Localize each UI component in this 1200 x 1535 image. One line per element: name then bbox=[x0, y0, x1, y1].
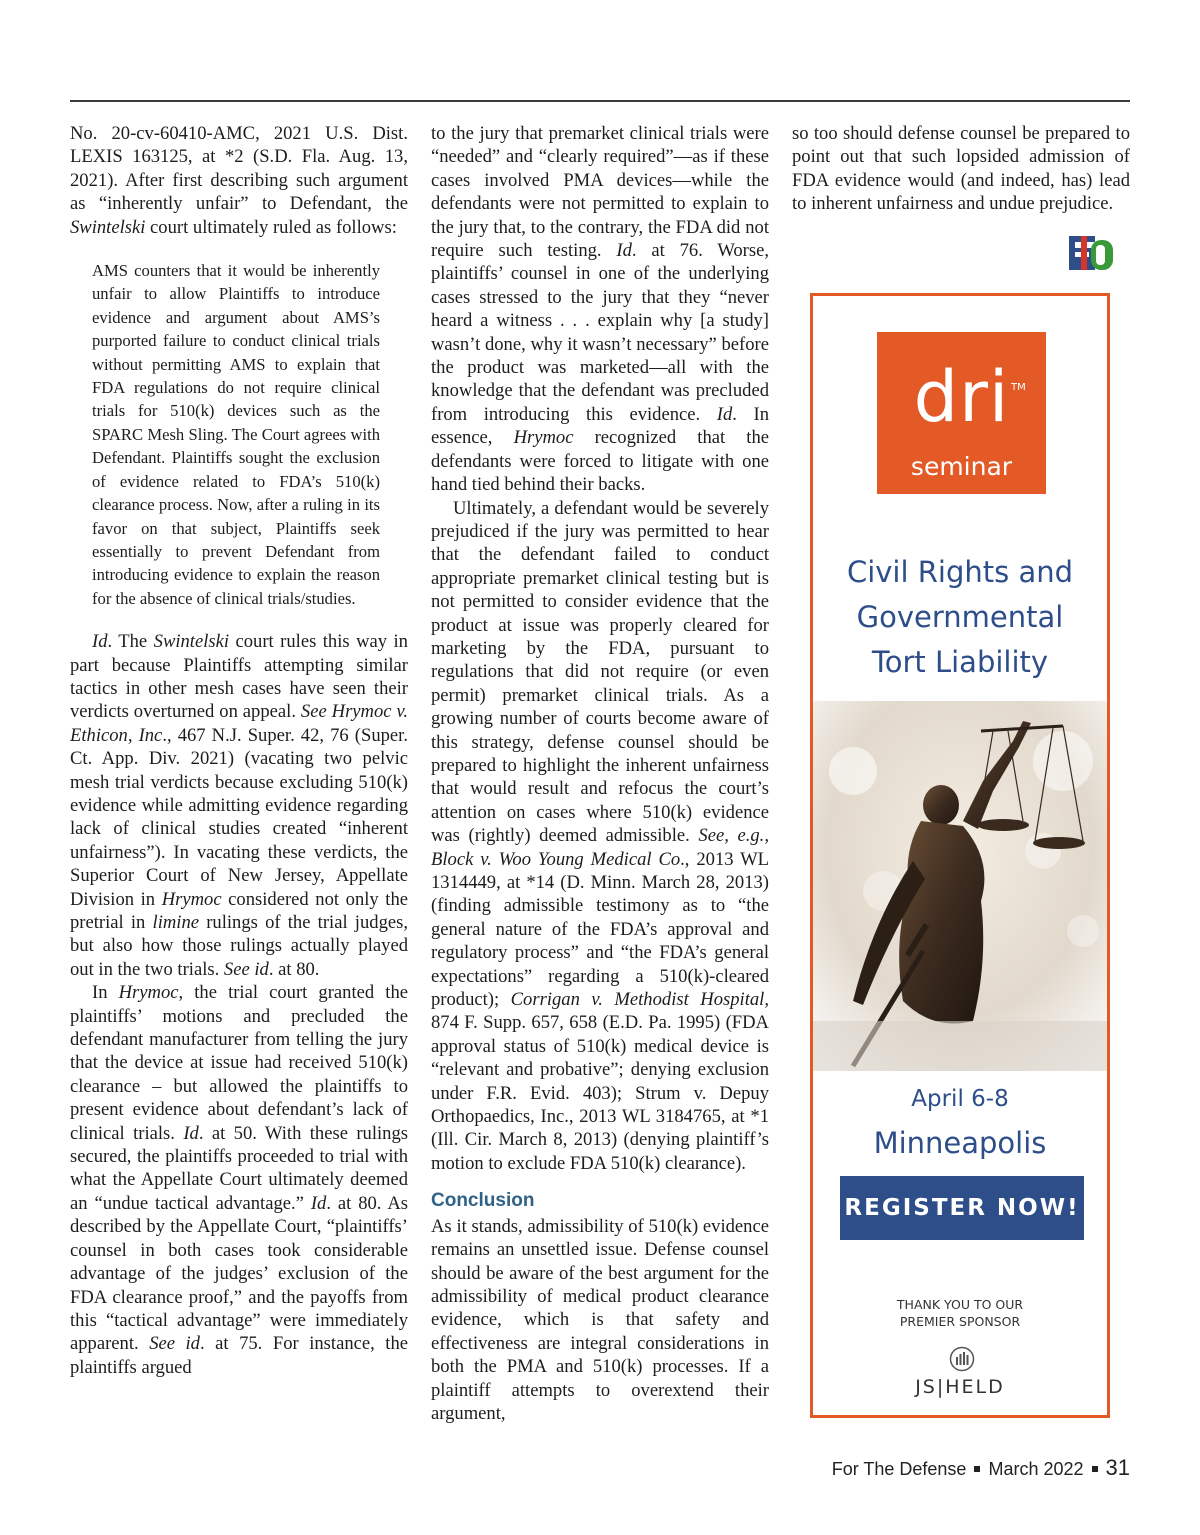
lady-justice-photo bbox=[813, 701, 1107, 1071]
page-footer bbox=[832, 1455, 1130, 1481]
seminar-title: Civil Rights and Governmental Tort Liability bbox=[846, 555, 1074, 679]
sponsor-thanks: THANK YOU TO OUR PREMIER SPONSOR bbox=[896, 1297, 1024, 1329]
publication-name: For The Defense bbox=[831, 1459, 967, 1479]
court-block-quote: AMS counters that it would be inherently unfair to allow Plaintiffs to introduce evidence and argument about AMS’s purported failure to conduct clinical trials without permitting AMS to explain that FDA regulations do not require clinical trials for 510(k) devices such as the SPARC Mesh Sling. The Court agrees with Defendant. Plaintiffs sought the exclusion of evidence related to FDA’s 510(k) clearance process. Now, after a ruling in its favor on that subject, Plaintiffs seek essentially to prevent Defendant from introducing evidence to explain the reason for the absence of clinical trials/studies. bbox=[92, 261, 380, 608]
dri-brand: dri bbox=[913, 356, 1010, 438]
conclusion-paragraph: As it stands, admissibility of 510(k) evidence remains an unsettled issue. Defense counsel should be aware of the best argument for the admissibility of medical product clearance evidence, which is that safety and effectiveness are integral considerations in both the PMA and 510(k) processes. If a plaintiff attempts to overextend their argument, bbox=[431, 1215, 769, 1424]
column2-paragraph-1: to the jury that premarket clinical trials were “needed” and “clearly required”—as if these cases involved PMA devices—while the defendants were not permitted to explain to the jury that, to the contrary, the FDA did not require such testing. Id. at 76. Worse, plaintiffs’ counsel in one of the underlying cases stressed to the jury that they “never heard a witness . . . explain why [a study] wasn’t done, why it wasn’t necessary” before the product was marketed—all with the knowledge that the defendant was precluded from introducing this evidence. Id. In essence, Hrymoc recognized that the defendants were forced to litigate with one hand tied behind their backs. bbox=[431, 123, 770, 496]
column1-paragraph-2: Id. The Swintelski court rules this way in part because Plaintiffs attempting similar tactics in other mesh cases have seen their verdicts overturned on appeal. See Hrymoc v. Ethicon, Inc., 467 N.J. Super. 42, 76 (Super. Ct. App. Div. 2021) (vacating two pelvic mesh trial verdicts because excluding 510(k) evidence while admitting evidence regarding lack of clinical studies created “inherent unfairness”). In vacating these verdicts, the Superior Court of New Jersey, Appellate Division in Hrymoc considered not only the pretrial in limine rulings of the trial judges, but also how those rulings actually played out in the two trials. See id. at 80. bbox=[70, 631, 408, 980]
separator-square-icon bbox=[1092, 1466, 1098, 1472]
sponsor-logo-text: JS|HELD bbox=[915, 1376, 1005, 1398]
article-column-2 bbox=[431, 122, 769, 1425]
column2-paragraph-2: Ultimately, a defendant would be severely prejudiced if the jury was permitted to hear that the defendant failed to conduct appropriate premarket clinical testing but is not permitted to consider evidence that the product at issue was properly cleared for marketing by the FDA, pursuant to regulations that did not require (or even permit) premarket clinical trials. As a growing number of courts become aware of this strategy, defense counsel should be prepared to highlight the inherent unfairness that would result and refocus the court’s attention on cases where 510(k) evidence was (rightly) deemed admissible. See, e.g., Block v. Woo Young Medical Co., 2013 WL 1314449, at *14 (D. Minn. March 28, 2013) (finding admissible testimony as to “the general nature of the FDA’s approval and regulatory process” and “the FDA’s general expectations” regarding a 510(k)-cleared product); Corrigan v. Methodist Hospital, 874 F. Supp. 657, 658 (E.D. Pa. 1995) (FDA approval status of 510(k) medical device is “relevant and probative”; denying exclusion under F.R. Evid. 403); Strum v. Depuy Orthopaedics, Inc., 2013 WL 3184765, at *1 (Ill. Cir. March 8, 2013) (denying plaintiff’s motion to exclude FDA 510(k) clearance). bbox=[431, 497, 770, 1174]
ftd-end-logo-icon bbox=[1069, 236, 1113, 270]
seminar-city: Minneapolis bbox=[873, 1126, 1047, 1160]
conclusion-heading: Conclusion bbox=[431, 1190, 535, 1212]
register-now-button[interactable]: REGISTER NOW! bbox=[840, 1176, 1084, 1240]
column3-paragraph-1: so too should defense counsel be prepared to point out that such lopsided admission of FDA evidence would (and indeed, has) lead to inherent unfairness and undue prejudice. bbox=[792, 123, 1130, 215]
dri-logo bbox=[877, 332, 1046, 494]
seminar-date: April 6-8 bbox=[911, 1086, 1009, 1112]
page-number: 31 bbox=[1105, 1455, 1130, 1480]
column1-paragraph-3: In Hrymoc, the trial court granted the plaintiffs’ motions and precluded the defendant manufacturer from telling the jury that the device at issue had received 510(k) clearance – but allowed the plaintiffs to present evidence about defendant’s lack of clinical trials. Id. at 50. With these rulings secured, the plaintiffs proceeded to trial with what the Appellate Court ultimately deemed an “undue tactical advantage.” Id. at 80. As described by the Appellate Court, “plaintiffs’ counsel in both cases took considerable advantage of the judges’ exclusion of the FDA clearance proof,” and the payoffs from this “tactical advantage” were immediately apparent. See id. at 75. For instance, the plaintiffs argued bbox=[70, 982, 409, 1378]
js-held-emblem-icon bbox=[949, 1346, 975, 1372]
article-column-3 bbox=[792, 122, 1130, 216]
dri-seminar-label: seminar bbox=[910, 452, 1013, 481]
column1-intro-paragraph: No. 20-cv-60410-AMC, 2021 U.S. Dist. LEXIS 163125, at *2 (S.D. Fla. Aug. 13, 2021). After first describing such argument as “inherently unfair” to Defendant, the Swintelski court ultimately ruled as follows: bbox=[70, 123, 408, 238]
top-rule bbox=[70, 100, 1130, 102]
article-column-1 bbox=[70, 122, 408, 1379]
separator-square-icon bbox=[974, 1466, 980, 1472]
issue-date: March 2022 bbox=[988, 1459, 1084, 1479]
dri-seminar-advertisement[interactable] bbox=[810, 293, 1110, 1418]
dri-trademark: TM bbox=[1011, 382, 1026, 393]
